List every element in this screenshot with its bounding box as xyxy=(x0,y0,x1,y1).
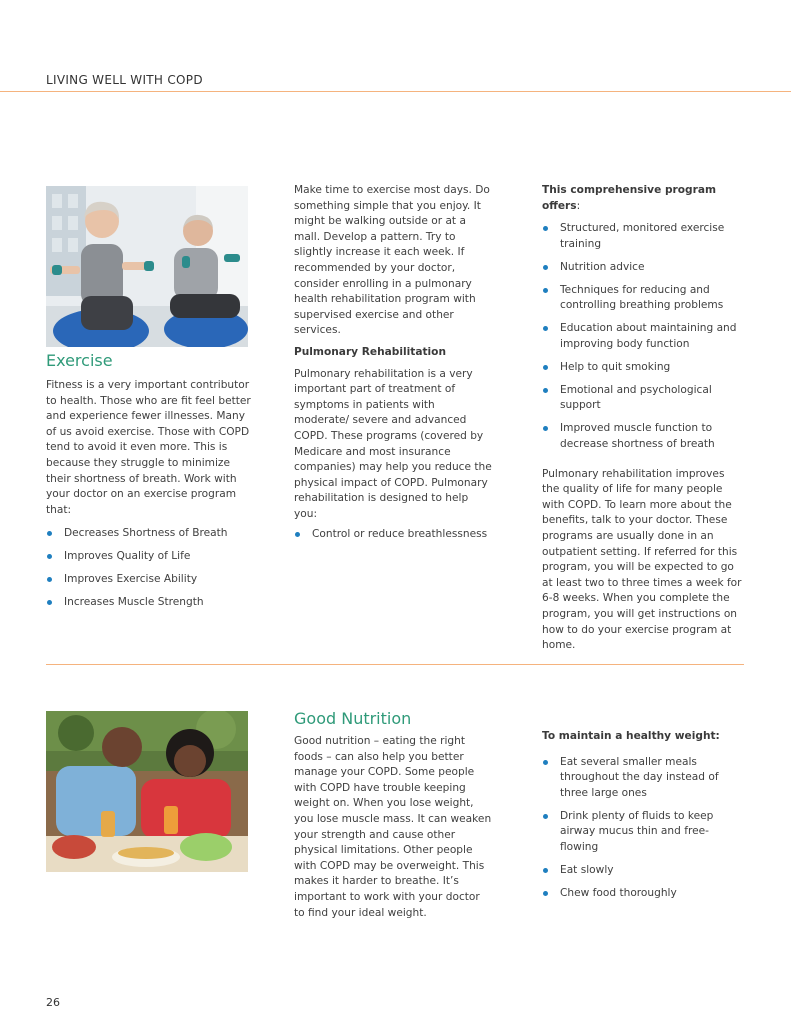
list-item: Techniques for reducing and controlling breathing problems xyxy=(542,283,744,314)
nutrition-body: Good nutrition – eating the right foods – can also help you better manage your COPD. Some people with COPD have trouble keeping weight on. When you lose weight, you lose muscle mass. It can weaken your strength and cause other physical limitations. Other people with COPD may be overweight. This makes it harder to breathe. It’s important to work with your doctor to find your ideal weight. xyxy=(294,735,492,919)
list-item: Increases Muscle Strength xyxy=(46,595,252,611)
seniors-exercising-illustration xyxy=(46,186,248,347)
running-header: LIVING WELL WITH COPD xyxy=(46,73,203,87)
exercise-column xyxy=(46,351,252,611)
pulmonary-heading: Pulmonary Rehabilitation xyxy=(294,345,447,358)
weight-bullet-list xyxy=(542,755,746,902)
program-heading: This comprehensive program offers xyxy=(542,184,717,212)
list-item: Help to quit smoking xyxy=(542,360,744,376)
exercise-heading: Exercise xyxy=(46,351,113,370)
couple-eating-illustration xyxy=(46,711,248,872)
list-item: Improves Quality of Life xyxy=(46,549,252,565)
program-heading-line xyxy=(542,183,744,214)
weight-column xyxy=(542,729,746,902)
list-item: Chew food thoroughly xyxy=(542,886,746,902)
list-item: Emotional and psychological support xyxy=(542,383,744,414)
nutrition-photo xyxy=(46,711,248,872)
list-item: Education about maintaining and improving body function xyxy=(542,321,744,352)
pulmonary-bullet-list xyxy=(294,527,492,543)
header-rule xyxy=(0,91,791,92)
list-item: Improved muscle function to decrease shortness of breath xyxy=(542,421,744,452)
nutrition-column xyxy=(294,709,492,921)
pulmonary-body: Pulmonary rehabilitation is a very important part of treatment of symptoms in patients with moderate/ severe and advanced COPD. These programs (covered by Medicare and most insurance companies) may help you reduce the physical impact of COPD. Pulmonary rehabilitation is designed to help you: xyxy=(294,367,492,520)
exercise-continued-text: Make time to exercise most days. Do something simple that you enjoy. It might be walking outside or at a mall. Develop a pattern. Try to slightly increase it each week. If recommended by your doctor, consider enrolling in a pulmonary health rehabilitation program with supervised exercise and other services. xyxy=(294,184,490,337)
exercise-photo xyxy=(46,186,248,347)
nutrition-heading: Good Nutrition xyxy=(294,709,412,728)
list-item: Decreases Shortness of Breath xyxy=(46,526,252,542)
pulmonary-column xyxy=(294,183,492,543)
program-heading-colon: : xyxy=(576,199,581,212)
program-closing-text: Pulmonary rehabilitation improves the quality of life for many people with COPD. To learn more about the benefits, talk to your doctor. These programs are usually done in an outpatient setting. If referred for this program, you will be expected to go at least two to three times a week for 6-8 weeks. When you complete the program, you will get instructions on how to do your exercise program at home. xyxy=(542,467,742,652)
weight-heading: To maintain a healthy weight: xyxy=(542,730,720,742)
program-column xyxy=(542,183,744,654)
page-number: 26 xyxy=(46,996,60,1009)
list-item: Structured, monitored exercise training xyxy=(542,221,744,252)
list-item: Drink plenty of fluids to keep airway mucus thin and free-flowing xyxy=(542,809,746,856)
list-item: Control or reduce breathlessness xyxy=(294,527,492,543)
list-item: Nutrition advice xyxy=(542,260,744,276)
list-item: Eat slowly xyxy=(542,863,746,879)
exercise-body: Fitness is a very important contributor to health. Those who are fit feel better and experience fewer illnesses. Many of us avoid exercise. Those with COPD tend to avoid it even more. This is because they struggle to minimize their shortness of breath. Work with your doctor on an exercise program that: xyxy=(46,379,251,516)
list-item: Eat several smaller meals throughout the day instead of three large ones xyxy=(542,755,746,802)
exercise-bullet-list xyxy=(46,526,252,611)
list-item: Improves Exercise Ability xyxy=(46,572,252,588)
section-divider xyxy=(46,664,744,665)
program-bullet-list xyxy=(542,221,744,452)
